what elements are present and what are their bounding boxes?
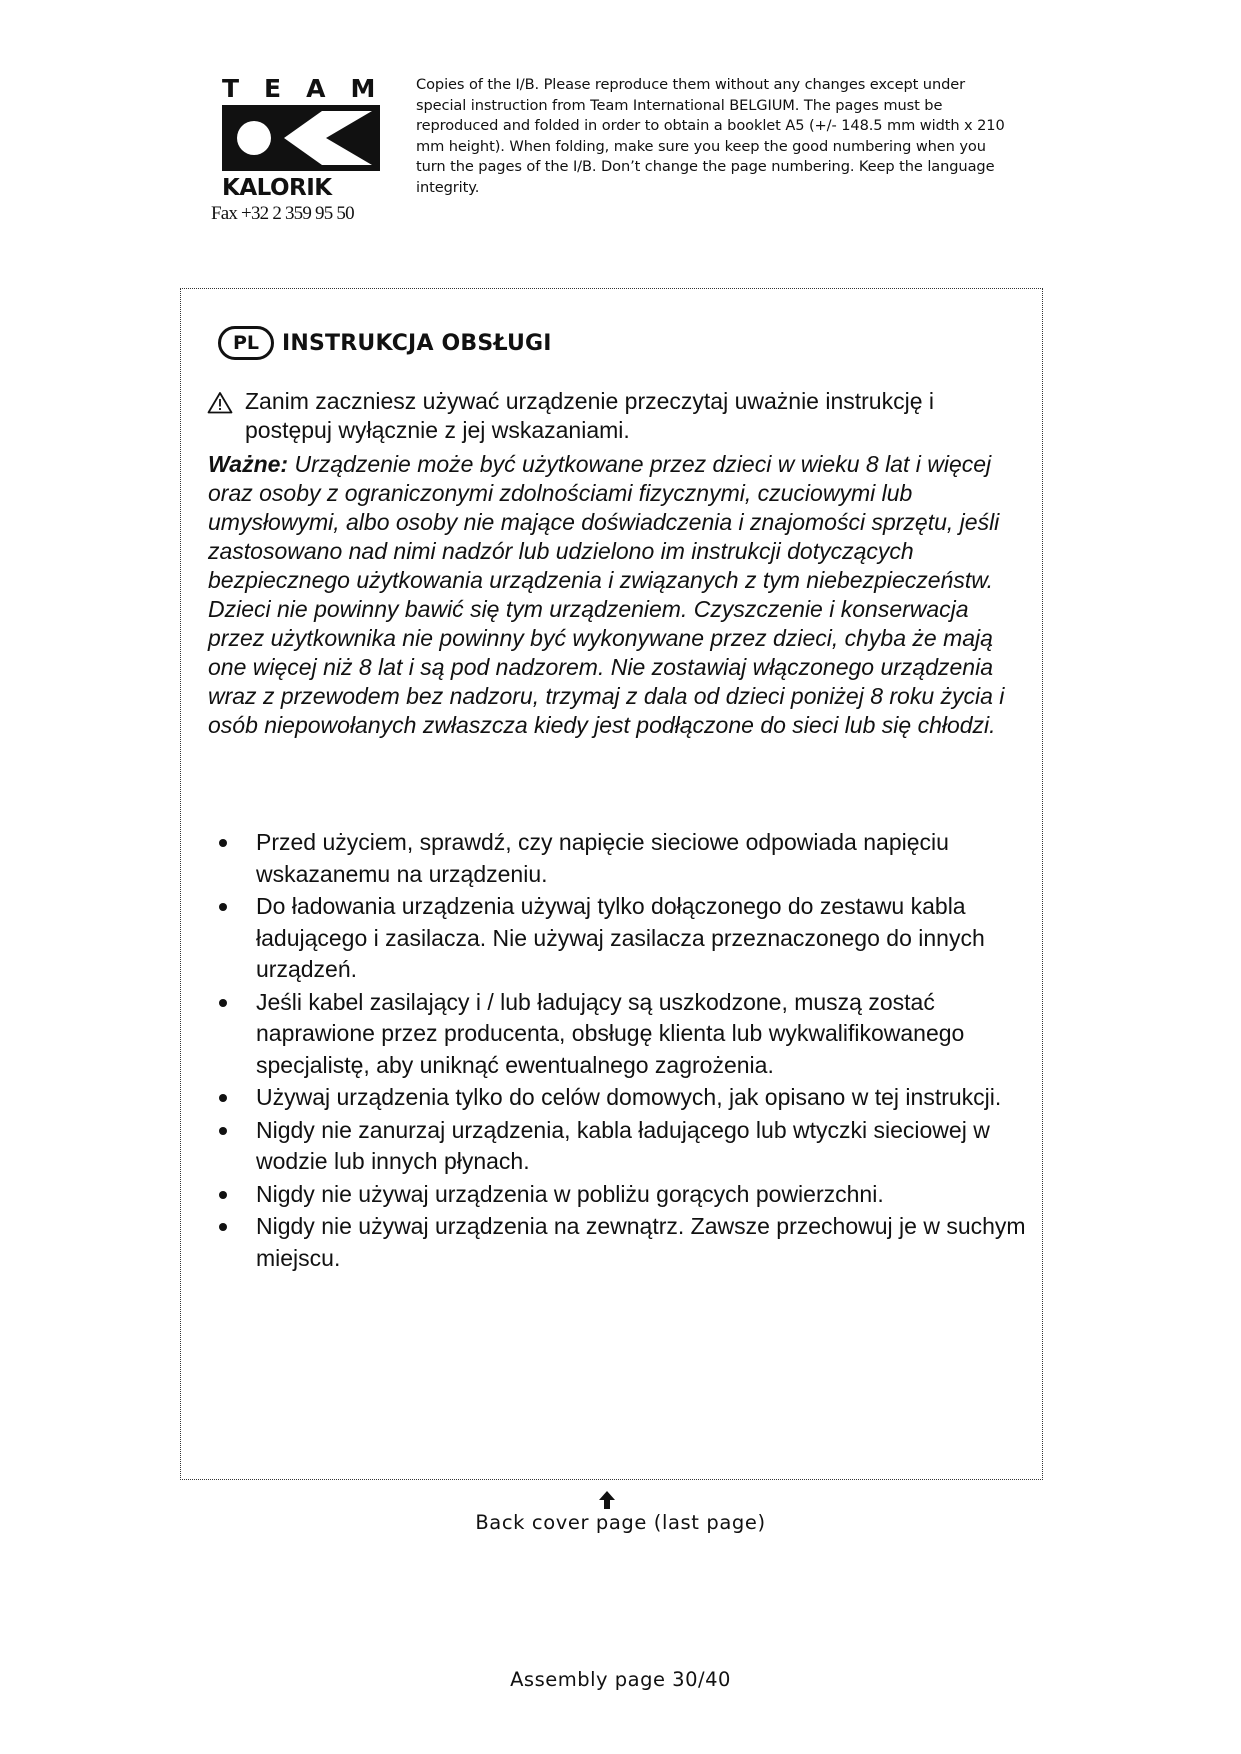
- list-item-text: Używaj urządzenia tylko do celów domowych, jak opisano w tej instrukcji.: [256, 1084, 1002, 1110]
- list-item-text: Do ładowania urządzenia używaj tylko dołączonego do zestawu kabla ładującego i zasilacza. Nie używaj zasilacza przeznaczonego do innych urządzeń.: [256, 893, 985, 982]
- list-item: [208, 1115, 1028, 1178]
- list-item-text: Jeśli kabel zasilający i / lub ładujący są uszkodzone, muszą zostać naprawione przez producenta, obsługę klienta lub wykwalifikowanego specjalistę, aby uniknąć ewentualnego zagrożenia.: [256, 988, 965, 1078]
- bullet-icon: [219, 999, 227, 1007]
- list-item-text: Nigdy nie używaj urządzenia na zewnątrz. Zawsze przechowuj je w suchym miejscu.: [256, 1213, 1026, 1271]
- back-cover-label: Back cover page (last page): [475, 1511, 766, 1534]
- important-text: Urządzenie może być użytkowane przez dzieci w wieku 8 lat i więcej oraz osoby z ograniczonymi zdolnościami fizycznymi, czuciowymi lub umysłowymi, albo osoby nie mające doświadczenia i znajomości sprzętu, jeśli zastosowano nad nimi nadzór lub udzielono im instrukcji dotyczących bezpiecznego użytkowania urządzenia i związanych z tym niebezpieczeństw. Dzieci nie powinny bawić się tym urządzeniem. Czyszczenie i konserwacja przez użytkownika nie powinny być wykonywane przez dzieci, chyba że mają one więcej niż 8 lat i są pod nadzorem. Nie zostawiaj włączonego urządzenia wraz z przewodem bez nadzoru, trzymaj z dala od dzieci poniżej 8 roku życia i osób niepowołanych zwłaszcza kiedy jest podłączone do sieci lub się chłodzi.: [208, 451, 1005, 738]
- section-header: [218, 325, 552, 361]
- warning-triangle-icon: [207, 391, 233, 414]
- bullet-icon: [219, 1127, 227, 1135]
- list-item-text: Nigdy nie zanurzaj urządzenia, kabla ładującego lub wtyczki sieciowej w wodzie lub innych płynach.: [256, 1116, 990, 1174]
- kalorik-k-logo-icon: [222, 105, 380, 171]
- list-item-text: Przed użyciem, sprawdź, czy napięcie sieciowe odpowiada napięciu wskazanemu na urządzeniu.: [256, 829, 949, 887]
- section-title: INSTRUKCJA OBSŁUGI: [282, 330, 552, 356]
- assembly-page-number: Assembly page 30/40: [510, 1668, 731, 1691]
- list-item-text: Nigdy nie używaj urządzenia w pobliżu gorących powierzchni.: [256, 1180, 884, 1207]
- bullet-icon: [219, 903, 227, 911]
- list-item: [208, 987, 1028, 1082]
- warning-text: Zanim zaczniesz używać urządzenie przeczytaj uważnie instrukcję i postępuj wyłącznie z jej wskazaniami.: [245, 388, 935, 443]
- bullet-icon: [219, 1223, 227, 1231]
- important-label: Ważne:: [208, 451, 289, 477]
- list-item: [208, 1179, 1028, 1211]
- bullet-icon: [219, 839, 227, 847]
- list-item: [208, 827, 1028, 890]
- logo-team-text: TEAM: [222, 74, 401, 103]
- logo-kalorik-text: KALORIK: [222, 175, 332, 201]
- safety-bullet-list: [208, 827, 1028, 1275]
- list-item: [208, 891, 1028, 986]
- bullet-icon: [219, 1094, 227, 1102]
- list-item: [208, 1082, 1028, 1114]
- fax-number: Fax +32 2 359 95 50: [211, 203, 354, 224]
- language-badge: PL: [218, 326, 274, 360]
- important-paragraph: [208, 450, 1028, 740]
- team-kalorik-logo: [222, 74, 401, 201]
- list-item: [208, 1211, 1028, 1274]
- copy-instructions-note: Copies of the I/B. Please reproduce them without any changes except under special instruction from Team International BELGIUM. The pages must be reproduced and folded in order to obtain a booklet A5 (+/- 148.5 mm width x 210 mm height). When folding, make sure you keep the good numbering when you turn the pages of the I/B. Don’t change the page numbering. Keep the language integrity.: [416, 76, 1005, 196]
- arrow-up-icon: [598, 1490, 616, 1510]
- bullet-icon: [219, 1191, 227, 1199]
- warning-notice: [207, 387, 1027, 445]
